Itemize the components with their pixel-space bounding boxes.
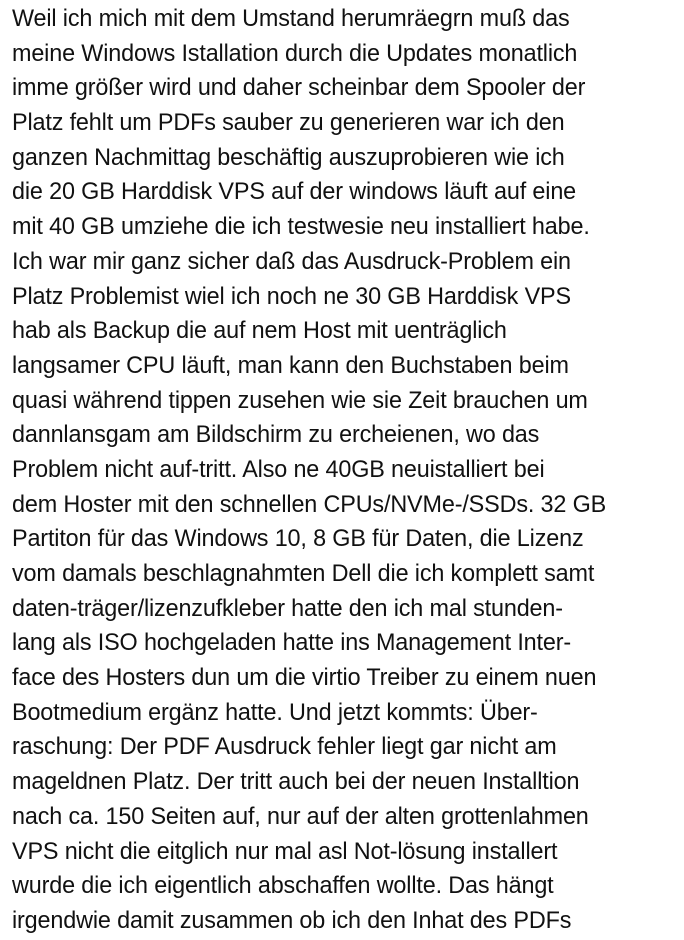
text-line: dem Hoster mit den schnellen CPUs/NVMe-/SSDs. 32 GB xyxy=(12,491,607,518)
text-line: meine Windows Istallation durch die Updates monatlich xyxy=(12,40,578,67)
text-line: Partiton für das Windows 10, 8 GB für Daten, die Lizenz xyxy=(12,526,584,553)
text-line: Platz fehlt um PDFs sauber zu generieren war ich den xyxy=(12,110,565,137)
text-line: die 20 GB Harddisk VPS auf der windows läuft auf eine xyxy=(12,179,577,206)
text-line: quasi während tippen zusehen wie sie Zeit brauchen um xyxy=(12,387,588,414)
body-text xyxy=(12,2,684,939)
text-line: Platz Problemist wiel ich noch ne 30 GB Harddisk VPS xyxy=(12,283,571,310)
text-line: Weil ich mich mit dem Umstand herumräegrn muß das xyxy=(12,6,570,32)
text-line: imme größer wird und daher scheinbar dem Spooler der xyxy=(12,75,586,102)
text-line: mit 40 GB umziehe die ich testwesie neu installiert habe. xyxy=(12,214,590,241)
text-line: nach ca. 150 Seiten auf, nur auf der alten grottenlahmen xyxy=(12,803,589,830)
text-line: dannlansgam am Bildschirm zu ercheienen, wo das xyxy=(12,422,540,449)
text-line: raschung: Der PDF Ausdruck fehler liegt gar nicht am xyxy=(12,734,557,761)
text-line: VPS nicht die eitglich nur mal asl Not-lösung installert xyxy=(12,838,558,865)
text-line: langsamer CPU läuft, man kann den Buchstaben beim xyxy=(12,352,569,379)
text-line: hab als Backup die auf nem Host mit uenträglich xyxy=(12,318,507,345)
text-line: wurde die ich eigentlich abschaffen wollte. Das hängt xyxy=(12,873,554,900)
text-line: mageldnen Platz. Der tritt auch bei der neuen Installtion xyxy=(12,769,580,796)
text-line: Ich war mir ganz sicher daß das Ausdruck-Problem ein xyxy=(12,248,571,275)
text-line: vom damals beschlagnahmten Dell die ich komplett samt xyxy=(12,561,595,587)
text-line: face des Hosters dun um die virtio Treiber zu einem nuen xyxy=(12,665,597,692)
text-line: ganzen Nachmittag beschäftig auszuprobieren wie ich xyxy=(12,144,565,171)
text-line: Bootmedium ergänz hatte. Und jetzt kommts: Über- xyxy=(12,699,538,726)
text-line: lang als ISO hochgeladen hatte ins Management Inter- xyxy=(12,630,572,657)
text-line: irgendwie damit zusammen ob ich den Inhat des PDFs xyxy=(12,907,572,934)
text-line: Problem nicht auf-tritt. Also ne 40GB neuistalliert bei xyxy=(12,456,545,483)
text-line: daten-träger/lizenzufkleber hatte den ich mal stunden- xyxy=(12,595,563,622)
